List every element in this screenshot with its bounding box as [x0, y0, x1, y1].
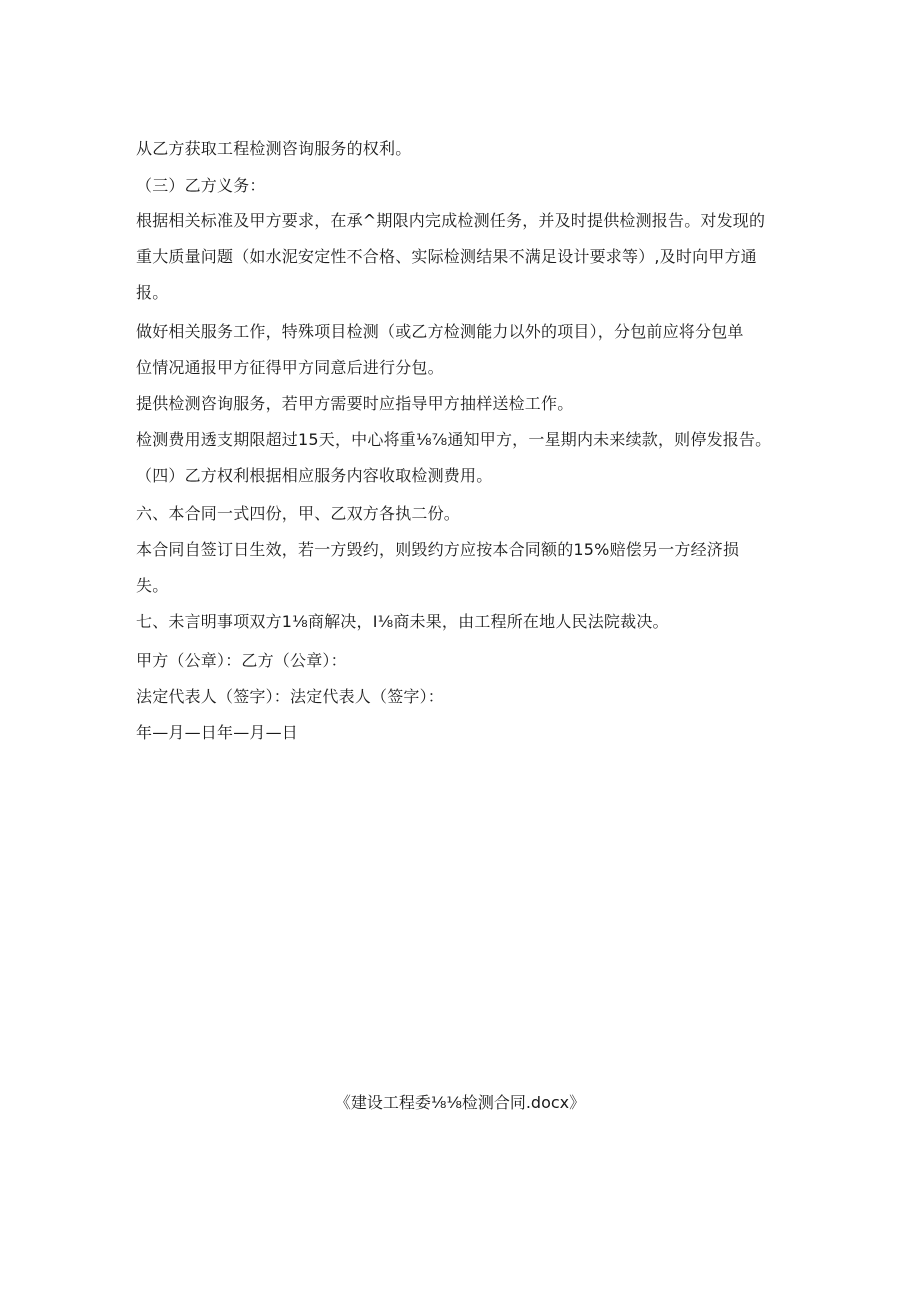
paragraph-line: 做好相关服务工作，特殊项目检测（或乙方检测能力以外的项目），分包前应将分包单: [136, 322, 744, 341]
signature-date-line: 年—月—日年—月—日: [136, 723, 299, 742]
paragraph-line: 位情况通报甲方征得甲方同意后进行分包。: [136, 358, 444, 377]
document-footer-title: 《建设工程委⅛⅛检测合同.docx》: [334, 1093, 586, 1112]
signature-representative-line: 法定代表人（签字）：法定代表人（签字）：: [136, 687, 445, 706]
paragraph-line: 提供检测咨询服务，若甲方需要时应指导甲方抽样送检工作。: [136, 394, 574, 413]
paragraph-line: 根据相关标准及甲方要求，在承^期限内完成检测任务，并及时提供检测报告。对发现的: [136, 211, 766, 230]
section-heading: （三）乙方义务：: [136, 176, 266, 195]
paragraph-line: 重大质量问题（如水泥安定性不合格、实际检测结果不满足设计要求等）,及时向甲方通: [136, 247, 757, 266]
paragraph-line: 从乙方获取工程检测咨询服务的权利。: [136, 139, 412, 158]
paragraph-line: 检测费用透支期限超过15天，中心将重⅛⅞通知甲方，一星期内未来续款，则停发报告。: [136, 430, 772, 449]
paragraph-line: 六、本合同一式四份，甲、乙双方各执二份。: [136, 504, 461, 523]
paragraph-line: 七、未言明事项双方1⅛商解决，I⅛商未果，由工程所在地人民法院裁决。: [136, 612, 669, 631]
signature-party-line: 甲方（公章）：乙方（公章）：: [136, 651, 347, 670]
paragraph-line: 本合同自签订日生效，若一方毁约，则毁约方应按本合同额的15%赔偿另一方经济损: [136, 540, 740, 559]
section-heading: （四）乙方权利根据相应服务内容收取检测费用。: [136, 466, 493, 485]
paragraph-line: 报。: [136, 283, 169, 302]
paragraph-line: 失。: [136, 576, 169, 595]
